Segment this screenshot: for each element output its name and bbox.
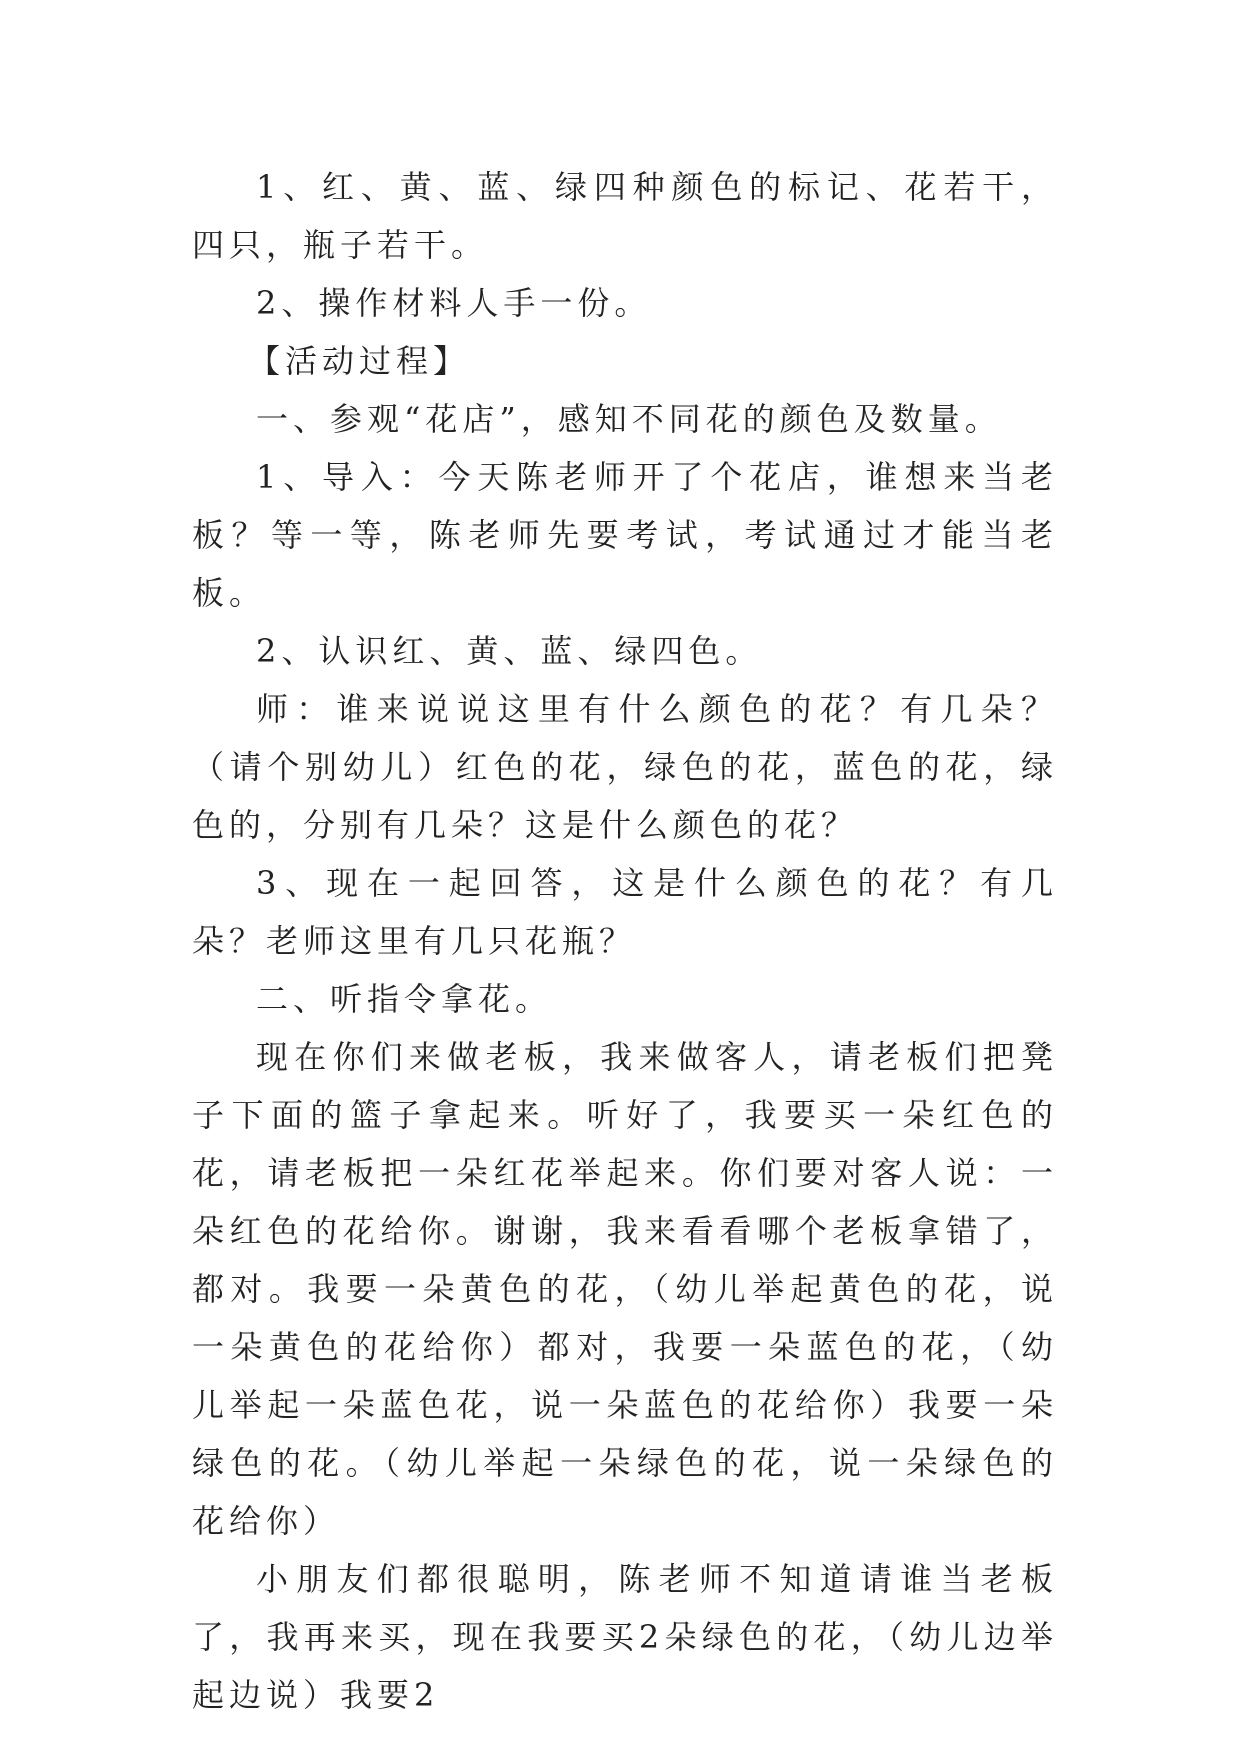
paragraph-teacher-question: 师：谁来说说这里有什么颜色的花？有几朵？（请个别幼儿）红色的花，绿色的花，蓝色的花，绿色的，分别有几朵？这是什么颜色的花？ — [192, 690, 1058, 844]
paragraph-answer-together: 3、现在一起回答，这是什么颜色的花？有几朵？老师这里有几只花瓶？ — [192, 864, 1058, 960]
paragraph-recognize-colors: 2、认识红、黄、蓝、绿四色。 — [256, 632, 763, 670]
section-heading-activity-process: 【活动过程】 — [248, 342, 471, 380]
paragraph-part-two-title: 二、听指令拿花。 — [256, 980, 553, 1018]
paragraph-materials-1: 1、红、黄、蓝、绿四种颜色的标记、花若干，四只，瓶子若干。 — [192, 168, 1058, 264]
paragraph-intro: 1、导入：今天陈老师开了个花店，谁想来当老板？等一等，陈老师先要考试，考试通过才能当老板。 — [192, 458, 1058, 612]
paragraph-part-one-title: 一、参观“花店”，感知不同花的颜色及数量。 — [256, 400, 1002, 438]
paragraph-materials-2: 2、操作材料人手一份。 — [256, 284, 652, 322]
paragraph-play-shop: 现在你们来做老板，我来做客人，请老板们把凳子下面的篮子拿起来。听好了，我要买一朵红色的花，请老板把一朵红花举起来。你们要对客人说：一朵红色的花给你。谢谢，我来看看哪个老板拿错了，都对。我要一朵黄色的花，（幼儿举起黄色的花，说一朵黄色的花给你）都对，我要一朵蓝色的花，（幼儿举起一朵蓝色花，说一朵蓝色的花给你）我要一朵绿色的花。（幼儿举起一朵绿色的花，说一朵绿色的花给你） — [192, 1038, 1058, 1540]
paragraph-buy-again: 小朋友们都很聪明，陈老师不知道请谁当老板了，我再来买，现在我要买2朵绿色的花，（幼儿边举起边说）我要2 — [192, 1560, 1058, 1714]
document-body — [192, 158, 1058, 1724]
